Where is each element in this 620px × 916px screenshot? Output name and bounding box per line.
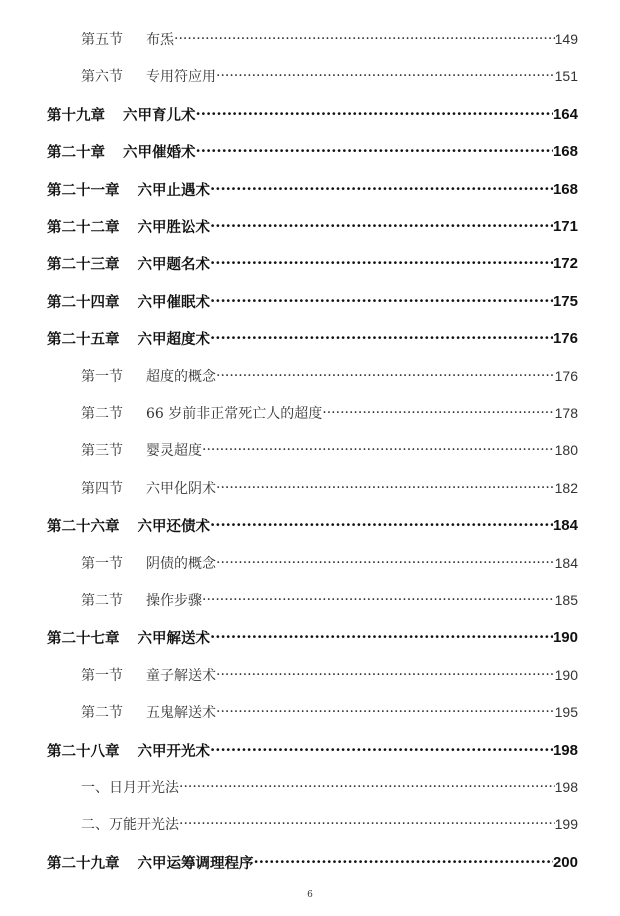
toc-chapter-row[interactable] <box>0 625 620 649</box>
toc-entry-number: 第二十七章 <box>47 629 120 647</box>
toc-chapter-row[interactable] <box>0 326 620 350</box>
toc-entry-title: 六甲化阴术 <box>146 481 216 497</box>
dot-leader <box>216 64 555 88</box>
toc-entry-number: 第三节 <box>81 443 123 459</box>
toc-page-number: 182 <box>554 480 578 496</box>
toc-page-number: 190 <box>552 628 578 646</box>
toc-section-row[interactable] <box>0 27 620 51</box>
dot-leader <box>202 438 555 462</box>
toc-entry-title: 66 岁前非正常死亡人的超度 <box>146 406 323 422</box>
dot-leader <box>210 513 553 537</box>
toc-page-number: 185 <box>554 592 578 608</box>
toc-entry-title: 超度的概念 <box>146 369 216 385</box>
toc-page-number: 176 <box>554 368 578 384</box>
toc-page-number: 168 <box>552 180 578 198</box>
toc-page-number: 180 <box>554 442 578 458</box>
toc-entry-number: 第一节 <box>81 668 123 684</box>
toc-section-row[interactable] <box>0 812 620 836</box>
toc-entry-number: 第二十二章 <box>47 218 120 236</box>
toc-chapter-row[interactable] <box>0 214 620 238</box>
toc-entry-number: 第二节 <box>81 705 123 721</box>
toc-entry-number: 第二十一章 <box>47 181 120 199</box>
dot-leader <box>196 102 553 126</box>
page-number: 6 <box>307 890 313 900</box>
dot-leader <box>210 177 553 201</box>
dot-leader <box>174 27 555 51</box>
toc-page-number: 199 <box>554 816 578 832</box>
toc-entry-number: 第二节 <box>81 406 123 422</box>
dot-leader <box>179 812 555 836</box>
toc-section-row[interactable] <box>0 663 620 687</box>
toc-page-number: 164 <box>552 105 578 123</box>
toc-section-row[interactable] <box>0 401 620 425</box>
toc-chapter-row[interactable] <box>0 139 620 163</box>
toc-chapter-row[interactable] <box>0 102 620 126</box>
toc-entry-number: 第五节 <box>81 32 123 48</box>
toc-entry-title: 六甲育儿术 <box>123 106 196 124</box>
toc-entry-number: 第一节 <box>81 369 123 385</box>
toc-page-number: 184 <box>552 516 578 534</box>
toc-chapter-row[interactable] <box>0 738 620 762</box>
toc-page-number: 198 <box>554 779 578 795</box>
toc-page-number: 151 <box>554 68 578 84</box>
toc-page-number: 198 <box>552 741 578 759</box>
toc-section-row[interactable] <box>0 476 620 500</box>
dot-leader <box>216 476 555 500</box>
toc-entry-number: 第六节 <box>81 69 123 85</box>
toc-page-number: 176 <box>552 329 578 347</box>
dot-leader <box>179 775 555 799</box>
toc-entry-title: 操作步骤 <box>146 593 202 609</box>
toc-section-row[interactable] <box>0 64 620 88</box>
toc-entry-title: 六甲开光术 <box>137 742 210 760</box>
toc-entry-title: 六甲胜讼术 <box>137 218 210 236</box>
toc-chapter-row[interactable] <box>0 289 620 313</box>
toc-page-number: 149 <box>554 31 578 47</box>
toc-entry-title: 六甲催眠术 <box>137 293 210 311</box>
toc-page-number: 190 <box>554 667 578 683</box>
toc-entry-title: 一、日月开光法 <box>81 780 179 796</box>
toc-entry-title: 布炁 <box>146 32 174 48</box>
toc-entry-title: 六甲运筹调理程序 <box>137 854 254 872</box>
toc-page-number: 172 <box>552 254 578 272</box>
toc-section-row[interactable] <box>0 775 620 799</box>
toc-entry-title: 六甲催婚术 <box>123 143 196 161</box>
toc-entry-number: 第二十六章 <box>47 517 120 535</box>
toc-entry-number: 第二十四章 <box>47 293 120 311</box>
toc-page-number: 184 <box>554 555 578 571</box>
toc-chapter-row[interactable] <box>0 177 620 201</box>
toc-page-number: 171 <box>552 217 578 235</box>
toc-page-number: 168 <box>552 142 578 160</box>
toc-chapter-row[interactable] <box>0 251 620 275</box>
dot-leader <box>210 251 553 275</box>
dot-leader <box>202 588 555 612</box>
toc-entry-title: 婴灵超度 <box>146 443 202 459</box>
toc-entry-number: 第二十五章 <box>47 330 120 348</box>
dot-leader <box>216 551 555 575</box>
dot-leader <box>254 850 553 874</box>
dot-leader <box>210 214 553 238</box>
dot-leader <box>216 364 555 388</box>
dot-leader <box>210 625 553 649</box>
toc-entry-title: 六甲止遇术 <box>137 181 210 199</box>
toc-entry-number: 第二十章 <box>47 143 105 161</box>
toc-entry-number: 第十九章 <box>47 106 105 124</box>
toc-section-row[interactable] <box>0 588 620 612</box>
toc-entry-number: 第二节 <box>81 593 123 609</box>
toc-entry-title: 专用符应用 <box>146 69 216 85</box>
toc-entry-title: 六甲题名术 <box>137 255 210 273</box>
dot-leader <box>322 401 554 425</box>
toc-entry-number: 第一节 <box>81 556 123 572</box>
toc-page-number: 195 <box>554 704 578 720</box>
dot-leader <box>210 738 553 762</box>
toc-entry-title: 二、万能开光法 <box>81 817 179 833</box>
dot-leader <box>210 326 553 350</box>
toc-entry-number: 第四节 <box>81 481 123 497</box>
toc-entry-title: 五鬼解送术 <box>146 705 216 721</box>
toc-entry-title: 阴债的概念 <box>146 556 216 572</box>
toc-entry-title: 六甲还债术 <box>137 517 210 535</box>
dot-leader <box>210 289 553 313</box>
toc-section-row[interactable] <box>0 364 620 388</box>
toc-page-number: 200 <box>552 853 578 871</box>
dot-leader <box>216 663 555 687</box>
toc-entry-number: 第二十三章 <box>47 255 120 273</box>
toc-section-row[interactable] <box>0 551 620 575</box>
toc-entry-number: 第二十八章 <box>47 742 120 760</box>
toc-entry-title: 童子解送术 <box>146 668 216 684</box>
toc-page-number: 175 <box>552 292 578 310</box>
toc-section-row[interactable] <box>0 438 620 462</box>
toc-entry-title: 六甲超度术 <box>137 330 210 348</box>
toc-chapter-row[interactable] <box>0 513 620 537</box>
dot-leader <box>196 139 553 163</box>
toc-chapter-row[interactable] <box>0 850 620 874</box>
dot-leader <box>216 700 555 724</box>
toc-entry-title: 六甲解送术 <box>137 629 210 647</box>
toc-entry-number: 第二十九章 <box>47 854 120 872</box>
toc-section-row[interactable] <box>0 700 620 724</box>
toc-page-number: 178 <box>554 405 578 421</box>
